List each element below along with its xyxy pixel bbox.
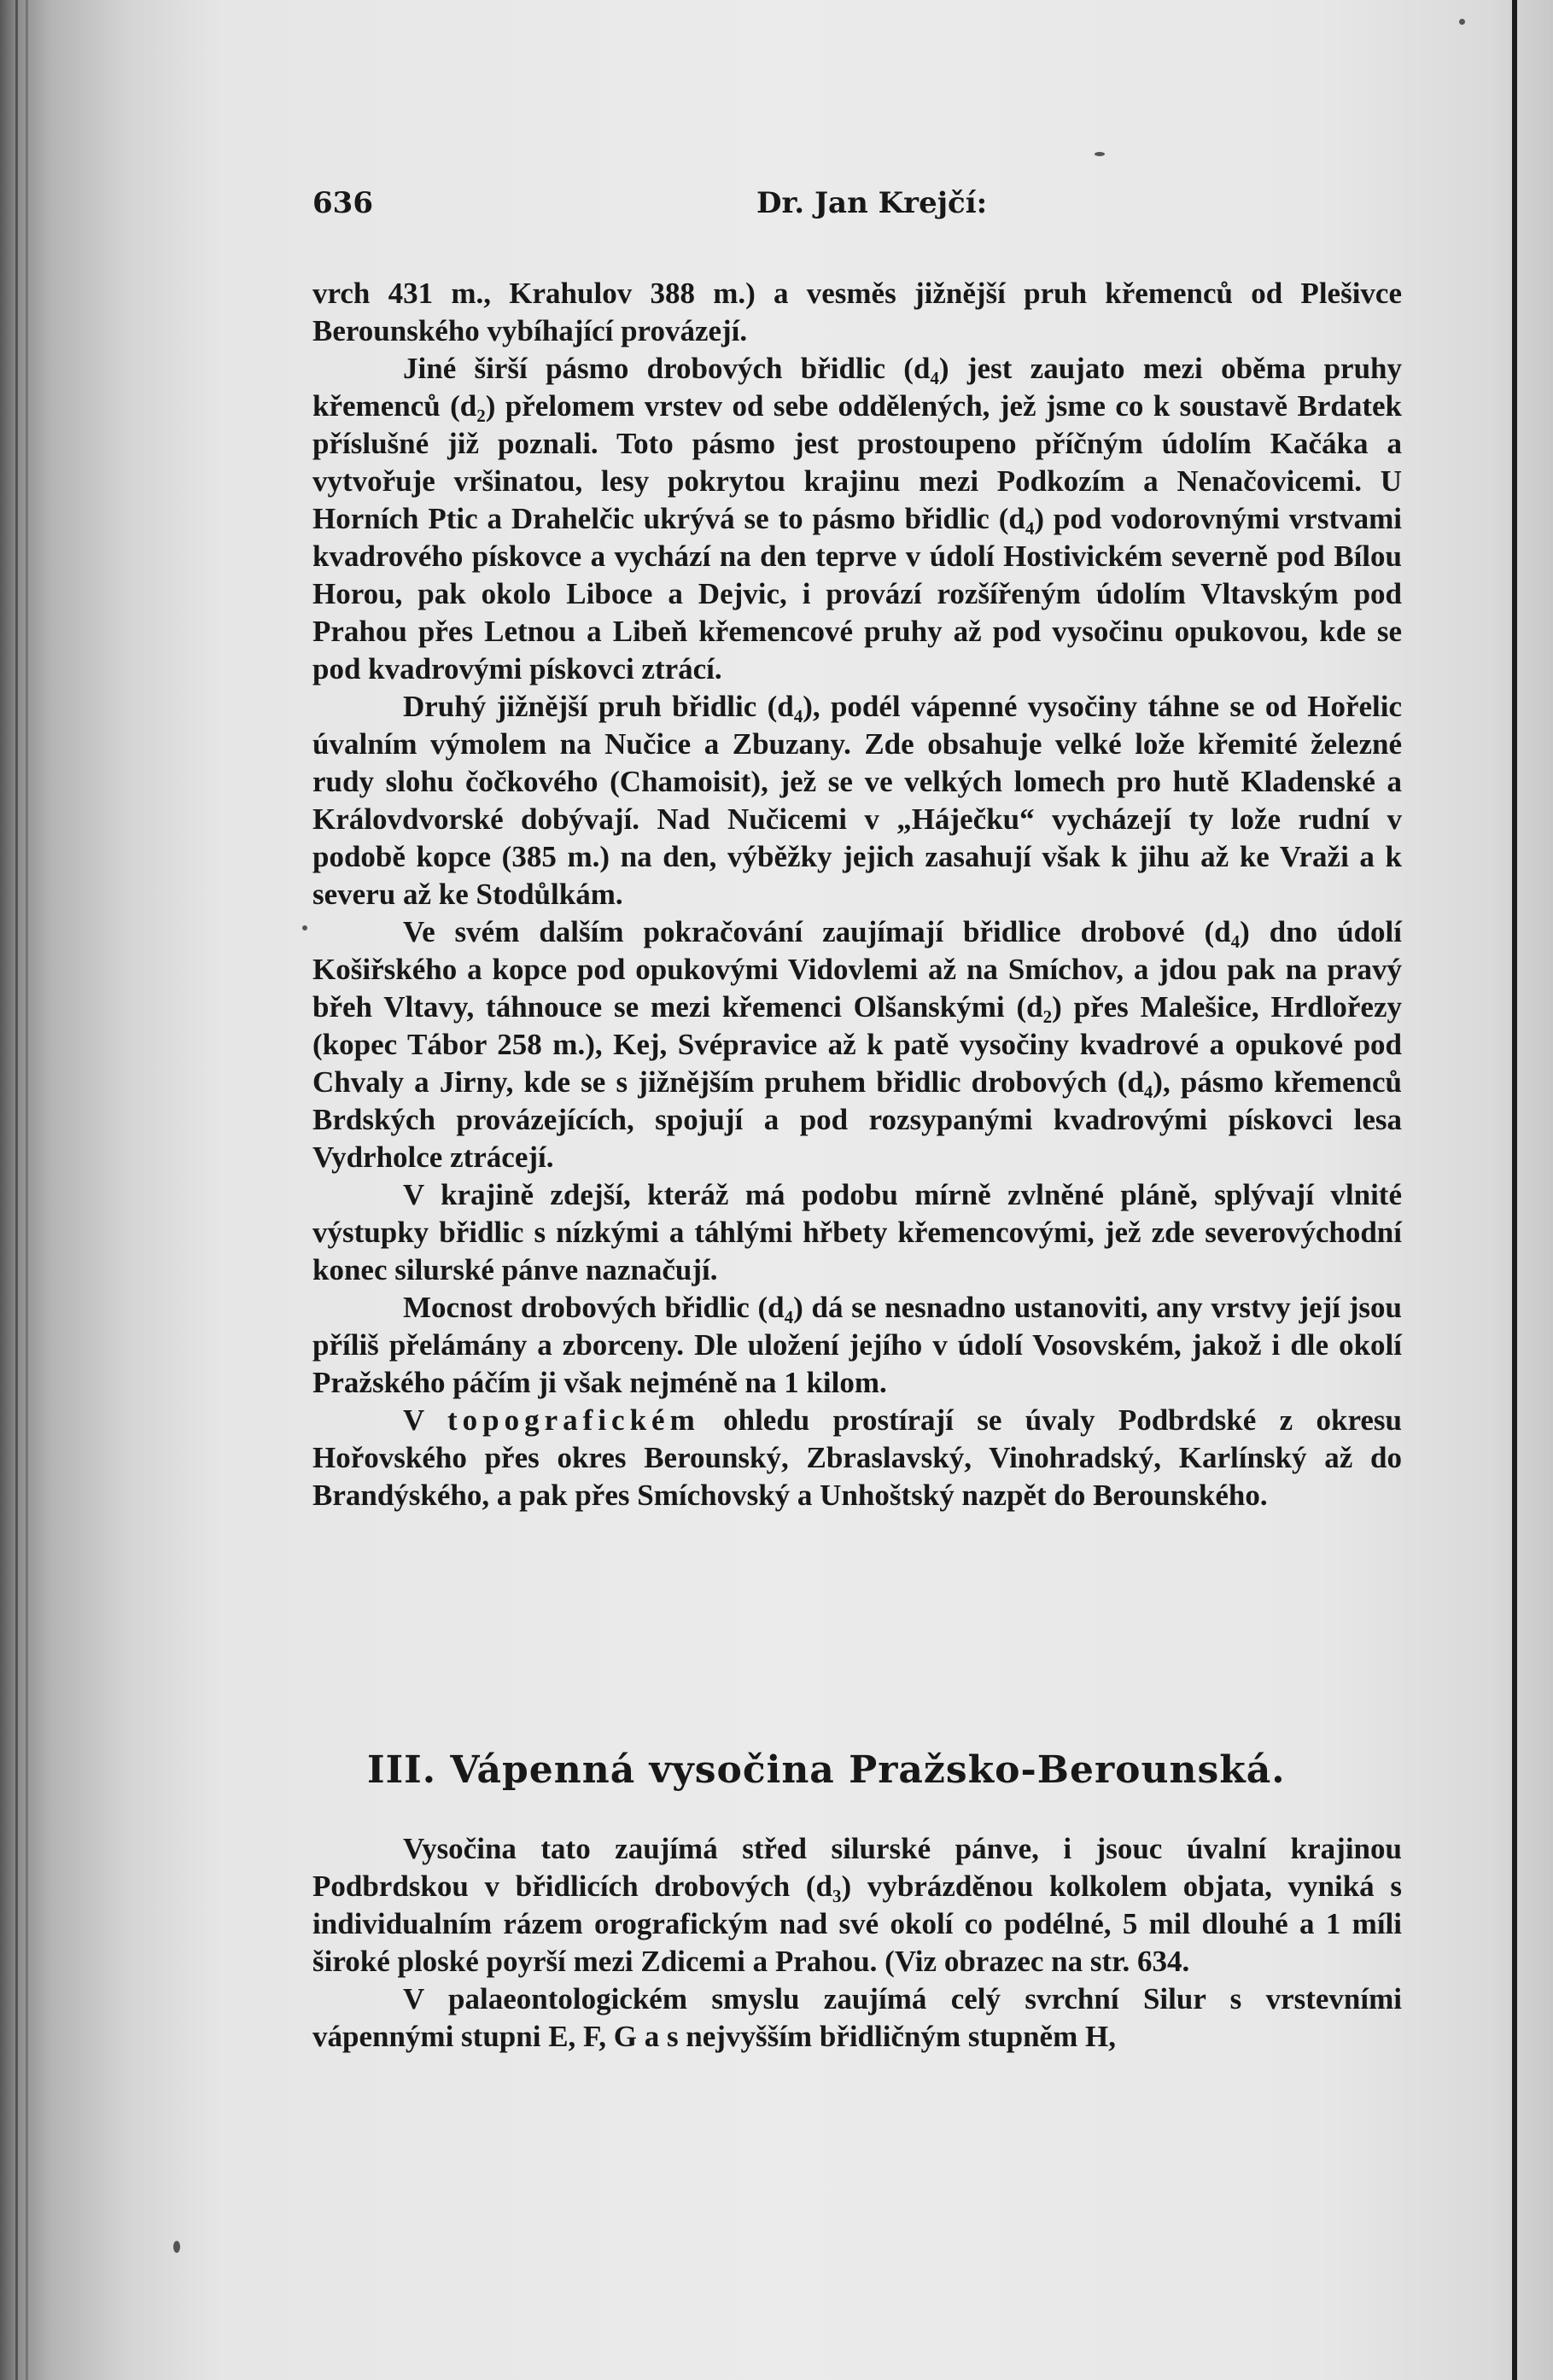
paragraph-text: V xyxy=(403,1403,448,1437)
paragraph-text: ohledu prostírají se úvaly Podbrdské z okresu Hořovského přes okres Berounský, Zbraslavský, Vinohradský, Karlínský až do Brandýského, a pak přes Smíchovský a Unhoštský nazpět do Berounského. xyxy=(312,1403,1402,1512)
paragraph xyxy=(312,275,1402,350)
page-number: 636 xyxy=(312,186,373,220)
scan-speck xyxy=(302,925,307,930)
paragraph xyxy=(312,688,1402,913)
paragraph-text: Ve svém dalším pokračování zaujímají břidlice drobové (d₄) dno údolí Košiřského a kopce pod opukovými Vidovlemi až na Smíchov, a jdou pak na pravý břeh Vltavy, táhnouce se mezi křemenci Olšanskými (d₂) přes Malešice, Hrdlořezy (kopec Tábor 258 m.), Kej, Svépravice až k patě vysočiny kvadrové a opukové pod Chvaly a Jirny, kde se s jižnějším pruhem břidlic drobových (d₄), pásmo křemenců Brdských provázejících, spojují a pod rozsypanými kvadrovými pískovci lesa Vydrholce ztrácejí. xyxy=(312,915,1402,1174)
paragraph-text: V palaeontologickém smyslu zaujímá celý svrchní Silur s vrstevními vápennými stupni E, F, G a s nejvyšším břidličným stupněm H, xyxy=(312,1982,1402,2053)
paragraph-text: Mocnost drobových břidlic (d₄) dá se nesnadno ustanoviti, any vrstvy její jsou příliš přelámány a zborceny. Dle uložení jejího v údolí Vosovském, jakož i dle okolí Pražského páčím ji však nejméně na 1 kilom. xyxy=(312,1291,1402,1399)
paragraph xyxy=(312,1830,1402,1980)
emphasized-spaced-text: topografickém xyxy=(447,1403,700,1437)
page-spine-shadow xyxy=(15,0,18,2380)
scan-speck xyxy=(1095,152,1105,156)
paragraph-text: Jiné širší pásmo drobových břidlic (d₄) jest zaujato mezi oběma pruhy křemenců (d₂) přelomem vrstev od sebe oddělených, jež jsme co k soustavě Brdatek příslušné již poznali. Toto pásmo jest prostoupeno příčným údolím Kačáka a vytvořuje vršinatou, lesy pokrytou krajinu mezi Podkozím a Nenačovicemi. U Horních Ptic a Drahelčic ukrývá se to pásmo břidlic (d₄) pod vodorovnými vrstvami kvadrového pískovce a vychází na den teprve v údolí Hostivickém severně pod Bílou Horou, pak okolo Liboce a Dejvic, i provází rozšířeným údolím Vltavským pod Prahou přes Letnou a Libeň křemencové pruhy až pod vysočinu opukovou, kde se pod kvadrovými pískovci ztrácí. xyxy=(312,352,1402,685)
paragraph xyxy=(312,1980,1402,2056)
paragraph-text: ) a vesměs jižnější pruh křemenců od Plešivce Berounského vybíhající provázejí. xyxy=(312,277,1402,347)
scan-speck xyxy=(1459,19,1465,25)
body-text-lower xyxy=(312,1830,1402,2056)
section-heading: III. Vápenná vysočina Pražsko-Berounská. xyxy=(367,1748,1286,1792)
paragraph-text: Vysočina tato zaujímá střed silurské pánve, i jsouc úvalní krajinou Podbrdskou v břidlicích drobových (d₃) vybrázděnou kolkolem objata, vyniká s individualním rázem orografickým nad své okolí co podélné, 5 mil dlouhé a 1 míli široké ploské poyrší mezi Zdicemi a Prahou. (Viz obrazec na str. 634. xyxy=(312,1832,1402,1978)
page-spine-shadow xyxy=(26,0,28,2380)
paragraph xyxy=(312,913,1402,1176)
page-right-edge xyxy=(1512,0,1517,2380)
paragraph-text: V krajině zdejší, kteráž má podobu mírně zvlněné pláně, splývají vlnité výstupky břidlic s nízkými a táhlými hřbety křemencovými, jež zde severovýchodní konec silurské pánve naznačují. xyxy=(312,1178,1402,1286)
paragraph xyxy=(312,1289,1402,1402)
paragraph xyxy=(312,1402,1402,1514)
paragraph xyxy=(312,350,1402,688)
page-header xyxy=(312,186,1402,229)
paragraph-text: vrch 431 m., Krahulov 388 m. xyxy=(312,277,746,310)
paragraph xyxy=(312,1176,1402,1289)
scan-speck xyxy=(173,2241,180,2253)
running-head: Dr. Jan Krejčí: xyxy=(756,186,988,220)
paragraph-text: Druhý jižnější pruh břidlic (d₄), podél vápenné vysočiny táhne se od Hořelic úvalním výmolem na Nučice a Zbuzany. Zde obsahuje velké lože křemité železné rudy slohu čočkového (Chamoisit), jež se ve velkých lomech pro hutě Kladenské a Královdvorské dobývají. Nad Nučicemi v „Háječku“ vycházejí ty lože rudní v podobě kopce (385 m.) na den, výběžky jejich zasahují však k jihu až ke Vraži a k severu až ke Stodůlkám. xyxy=(312,690,1402,911)
body-text-upper xyxy=(312,275,1402,1514)
